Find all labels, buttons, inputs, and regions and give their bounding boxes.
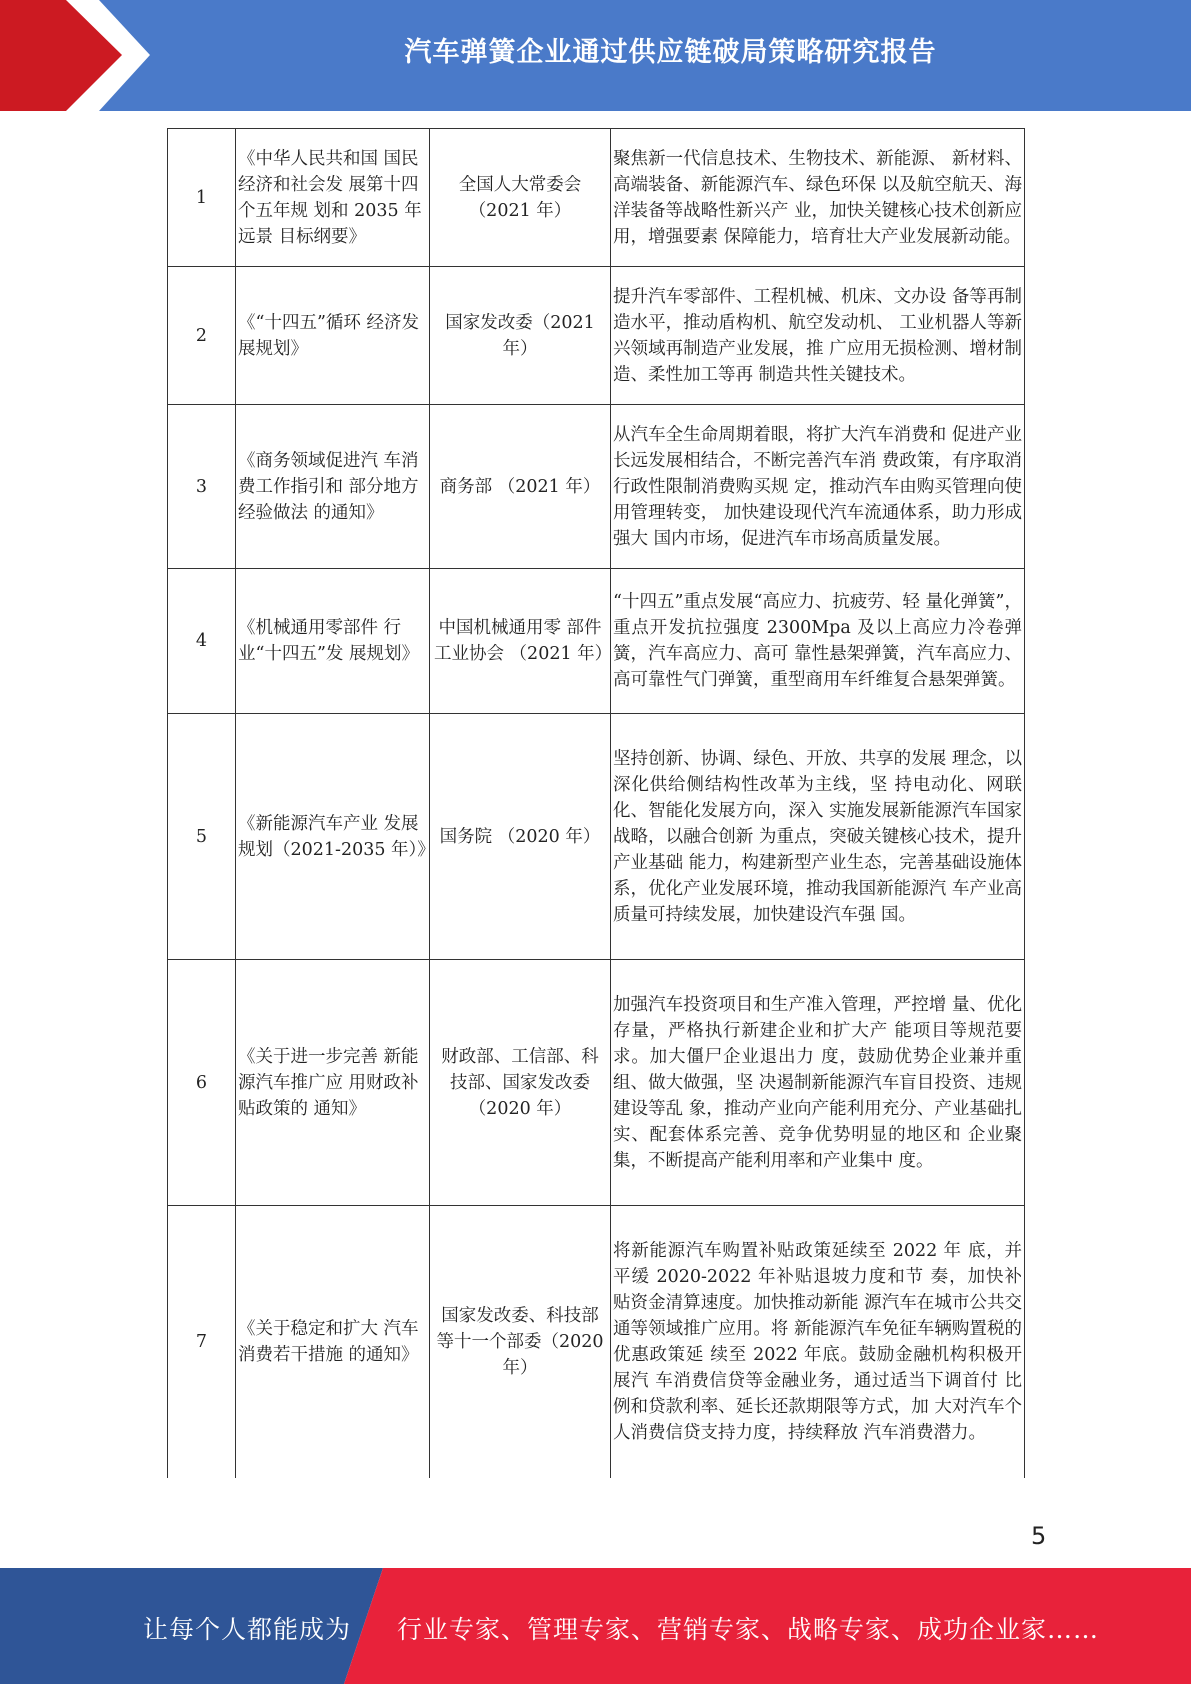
policy-name: 《机械通用零部件 行业“十四五”发 展规划》 [236, 569, 430, 714]
policy-description: 提升汽车零部件、工程机械、机床、文办设 备等再制造水平，推动盾构机、航空发动机、 工业机器人等新兴领域再制造产业发展，推 广应用无损检测、增材制造、柔性加工等再 制造共性关键技术。 [611, 267, 1025, 405]
policy-table [167, 128, 1025, 1478]
table-row [168, 714, 1025, 960]
row-index: 5 [168, 714, 236, 960]
table-row [168, 405, 1025, 569]
policy-description: 坚持创新、协调、绿色、开放、共享的发展 理念，以深化供给侧结构性改革为主线，坚 持电动化、网联化、智能化发展方向，深入 实施发展新能源汽车国家战略，以融合创新 为重点，突破关键核心技术，提升产业基础 能力，构建新型产业生态，完善基础设施体 系，优化产业发展环境，推动我国新能源汽 车产业高质量可持续发展，加快建设汽车强 国。 [611, 714, 1025, 960]
issuing-org: 国务院 （2020 年） [430, 714, 611, 960]
policy-description: 从汽车全生命周期着眼，将扩大汽车消费和 促进产业长远发展相结合，不断完善汽车消 费政策，有序取消行政性限制消费购买规 定，推动汽车由购买管理向使用管理转变， 加快建设现代汽车流通体系，助力形成强大 国内市场，促进汽车市场高质量发展。 [611, 405, 1025, 569]
policy-description: 将新能源汽车购置补贴政策延续至 2022 年 底，并平缓 2020-2022 年补贴退坡力度和节 奏，加快补贴资金清算速度。加快推动新能 源汽车在城市公共交通等领域推广应用。将 新能源汽车免征车辆购置税的优惠政策延 续至 2022 年底。鼓励金融机构积极开展汽 车消费信贷等金融业务，通过适当下调首付 比例和贷款利率、延长还款期限等方式，加 大对汽车个人消费信贷支持力度，持续释放 汽车消费潜力。 [611, 1206, 1025, 1478]
report-title: 汽车弹簧企业通过供应链破局策略研究报告 [404, 37, 937, 68]
policy-name: 《“十四五”循环 经济发展规划》 [236, 267, 430, 405]
policy-name: 《关于进一步完善 新能源汽车推广应 用财政补贴政策的 通知》 [236, 960, 430, 1206]
row-index: 3 [168, 405, 236, 569]
table-row [168, 960, 1025, 1206]
policy-name: 《中华人民共和国 国民经济和社会发 展第十四个五年规 划和 2035 年远景 目标纲要》 [236, 129, 430, 267]
issuing-org: 财政部、工信部、科技部、国家发改委（2020 年） [430, 960, 611, 1206]
issuing-org: 国家发改委（2021 年） [430, 267, 611, 405]
footer-slogan-left: 让每个人都能成为 [143, 1615, 352, 1644]
policy-description: “十四五”重点发展“高应力、抗疲劳、轻 量化弹簧”，重点开发抗拉强度 2300Mpa 及以上高应力冷卷弹簧，汽车高应力、高可 靠性悬架弹簧，汽车高应力、高可靠性气门弹簧，重型商用车纤维复合悬架弹簧。 [611, 569, 1025, 714]
page-footer [0, 1568, 1191, 1684]
row-index: 7 [168, 1206, 236, 1478]
issuing-org: 商务部 （2021 年） [430, 405, 611, 569]
policy-description: 加强汽车投资项目和生产准入管理，严控增 量、优化存量，严格执行新建企业和扩大产 能项目等规范要求。加大僵尸企业退出力 度，鼓励优势企业兼并重组、做大做强，坚 决遏制新能源汽车盲目投资、违规建设等乱 象，推动产业向产能利用充分、产业基础扎 实、配套体系完善、竞争优势明显的地区和 企业聚集，不断提高产能利用率和产业集中 度。 [611, 960, 1025, 1206]
policy-description: 聚焦新一代信息技术、生物技术、新能源、 新材料、高端装备、新能源汽车、绿色环保 以及航空航天、海洋装备等战略性新兴产 业，加快关键核心技术创新应用，增强要素 保障能力，培育壮大产业发展新动能。 [611, 129, 1025, 267]
row-index: 2 [168, 267, 236, 405]
issuing-org: 中国机械通用零 部件工业协会 （2021 年） [430, 569, 611, 714]
row-index: 4 [168, 569, 236, 714]
row-index: 1 [168, 129, 236, 267]
page-number: 5 [1031, 1522, 1047, 1550]
page-header [0, 0, 1191, 111]
table-row [168, 267, 1025, 405]
table-row [168, 569, 1025, 714]
policy-name: 《关于稳定和扩大 汽车消费若干措施 的通知》 [236, 1206, 430, 1478]
table-row [168, 1206, 1025, 1478]
issuing-org: 国家发改委、科技部等十一个部委（2020 年） [430, 1206, 611, 1478]
table-row [168, 129, 1025, 267]
issuing-org: 全国人大常委会（2021 年） [430, 129, 611, 267]
row-index: 6 [168, 960, 236, 1206]
policy-name: 《新能源汽车产业 发展规划（2021-2035 年）》 [236, 714, 430, 960]
policy-name: 《商务领域促进汽 车消费工作指引和 部分地方经验做法 的通知》 [236, 405, 430, 569]
footer-slogan-right: 行业专家、管理专家、营销专家、战略专家、成功企业家…… [397, 1615, 1100, 1644]
